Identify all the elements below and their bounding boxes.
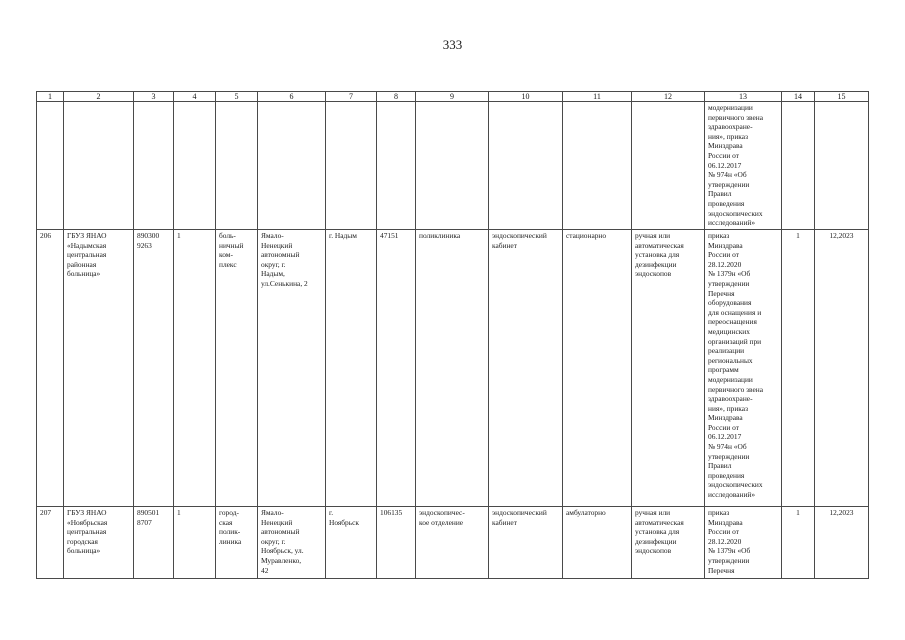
cell-text: поликлиника bbox=[419, 231, 461, 240]
column-header: 7 bbox=[326, 92, 377, 102]
cell-text: г. Надым bbox=[329, 231, 357, 240]
cell-text: приказ Минздрава России от 28.12.2020 № 1379н «Об утверждении Перечня bbox=[708, 508, 751, 575]
table-cell bbox=[258, 102, 326, 230]
table-cell-address bbox=[258, 507, 326, 579]
cell-text: 47151 bbox=[380, 231, 399, 240]
table-cell-address bbox=[258, 230, 326, 507]
column-header: 1 bbox=[37, 92, 64, 102]
table-cell-date bbox=[815, 230, 869, 507]
table-cell-care-mode bbox=[563, 230, 632, 507]
table-cell-number bbox=[37, 230, 64, 507]
cell-text: г. Ноябрьск bbox=[329, 508, 359, 527]
column-header: 14 bbox=[782, 92, 815, 102]
table-row-continuation bbox=[37, 102, 869, 230]
cell-text: модернизации первичного звена здравоохране- ния», приказ Минздрава России от 06.12.2017 № 974н «Об утверждении Правил проведения эндоскопических исследований» bbox=[708, 103, 764, 228]
page-number: 333 bbox=[442, 37, 463, 52]
cell-text: эндоскопический кабинет bbox=[492, 508, 547, 527]
table-cell bbox=[489, 102, 563, 230]
table-cell bbox=[216, 102, 258, 230]
cell-text: 890501 8707 bbox=[137, 508, 160, 527]
cell-text: ГБУЗ ЯНАО «Ноябрьская центральная городская больница» bbox=[67, 508, 108, 556]
cell-text: 106135 bbox=[380, 508, 403, 517]
table-cell-city bbox=[326, 507, 377, 579]
table-cell-quantity bbox=[782, 230, 815, 507]
table-cell-equipment bbox=[632, 507, 705, 579]
table-header-row bbox=[37, 92, 869, 102]
cell-text: амбулаторно bbox=[566, 508, 606, 517]
table-cell bbox=[37, 102, 64, 230]
cell-text: 12,2023 bbox=[829, 231, 854, 240]
table-cell-date bbox=[815, 507, 869, 579]
column-header: 10 bbox=[489, 92, 563, 102]
table-cell-equipment bbox=[632, 230, 705, 507]
table-cell bbox=[326, 102, 377, 230]
table-cell bbox=[782, 102, 815, 230]
cell-text: 890300 9263 bbox=[137, 231, 160, 250]
table-cell-unit bbox=[416, 507, 489, 579]
table-cell-inn bbox=[134, 507, 174, 579]
cell-text: эндоскопичес- кое отделение bbox=[419, 508, 465, 527]
column-header: 3 bbox=[134, 92, 174, 102]
table-cell-legal-basis bbox=[705, 507, 782, 579]
table-cell bbox=[174, 102, 216, 230]
table-cell-room bbox=[489, 230, 563, 507]
table-cell-unit bbox=[416, 230, 489, 507]
cell-text: стационарно bbox=[566, 231, 607, 240]
cell-text: 1 bbox=[177, 508, 181, 517]
table-cell-count bbox=[174, 507, 216, 579]
table-cell bbox=[64, 102, 134, 230]
table-cell bbox=[563, 102, 632, 230]
cell-text: ручная или автоматическая установка для дезинфекции эндоскопов bbox=[635, 231, 684, 279]
cell-text: эндоскопический кабинет bbox=[492, 231, 547, 250]
cell-text: 206 bbox=[40, 231, 52, 240]
table-cell-quantity bbox=[782, 507, 815, 579]
cell-text: город- ская полик- линика bbox=[219, 508, 242, 546]
cell-text: 207 bbox=[40, 508, 52, 517]
table-row bbox=[37, 230, 869, 507]
table-cell bbox=[377, 102, 416, 230]
cell-text: 1 bbox=[177, 231, 181, 240]
cell-text: 1 bbox=[796, 231, 800, 240]
cell-text: Ямало- Ненецкий автономный округ, г. Ноябрьск, ул. Муравленко, 42 bbox=[261, 508, 304, 575]
table-cell-room bbox=[489, 507, 563, 579]
table-cell-organization bbox=[64, 507, 134, 579]
table-cell-population bbox=[377, 230, 416, 507]
table-cell bbox=[815, 102, 869, 230]
cell-text: 1 bbox=[796, 508, 800, 517]
cell-text: 12,2023 bbox=[829, 508, 854, 517]
column-header: 4 bbox=[174, 92, 216, 102]
table-row bbox=[37, 507, 869, 579]
column-header: 5 bbox=[216, 92, 258, 102]
table-cell-legal-basis bbox=[705, 102, 782, 230]
cell-text: боль- ничный ком- плекс bbox=[219, 231, 244, 269]
column-header: 6 bbox=[258, 92, 326, 102]
table-cell-facility-type bbox=[216, 507, 258, 579]
cell-text: Ямало- Ненецкий автономный округ, г. Надым, ул.Сенькина, 2 bbox=[261, 231, 308, 288]
column-header: 11 bbox=[563, 92, 632, 102]
cell-text: ручная или автоматическая установка для дезинфекции эндоскопов bbox=[635, 508, 684, 556]
table-cell-count bbox=[174, 230, 216, 507]
table-cell-legal-basis bbox=[705, 230, 782, 507]
column-header: 8 bbox=[377, 92, 416, 102]
column-header: 12 bbox=[632, 92, 705, 102]
equipment-table bbox=[36, 91, 869, 579]
table-cell-inn bbox=[134, 230, 174, 507]
cell-text: приказ Минздрава России от 28.12.2020 № 1379н «Об утверждении Перечня оборудования для оснащения и переоснащения медицинских организаций при реализации региональных программ модернизации первичного звена здравоохране- ния», приказ Минздрава России от 06.12.2017 № 974н «Об утверждении Правил проведения эндоскопических исследований» bbox=[708, 231, 764, 500]
column-header: 2 bbox=[64, 92, 134, 102]
table-cell-organization bbox=[64, 230, 134, 507]
table-cell-number bbox=[37, 507, 64, 579]
column-header: 13 bbox=[705, 92, 782, 102]
table-cell-city bbox=[326, 230, 377, 507]
cell-text: ГБУЗ ЯНАО «Надымская центральная районная больница» bbox=[67, 231, 107, 279]
table-cell-population bbox=[377, 507, 416, 579]
table-cell bbox=[416, 102, 489, 230]
column-header: 15 bbox=[815, 92, 869, 102]
table-cell-facility-type bbox=[216, 230, 258, 507]
table-cell-care-mode bbox=[563, 507, 632, 579]
table-cell bbox=[134, 102, 174, 230]
table-cell bbox=[632, 102, 705, 230]
column-header: 9 bbox=[416, 92, 489, 102]
